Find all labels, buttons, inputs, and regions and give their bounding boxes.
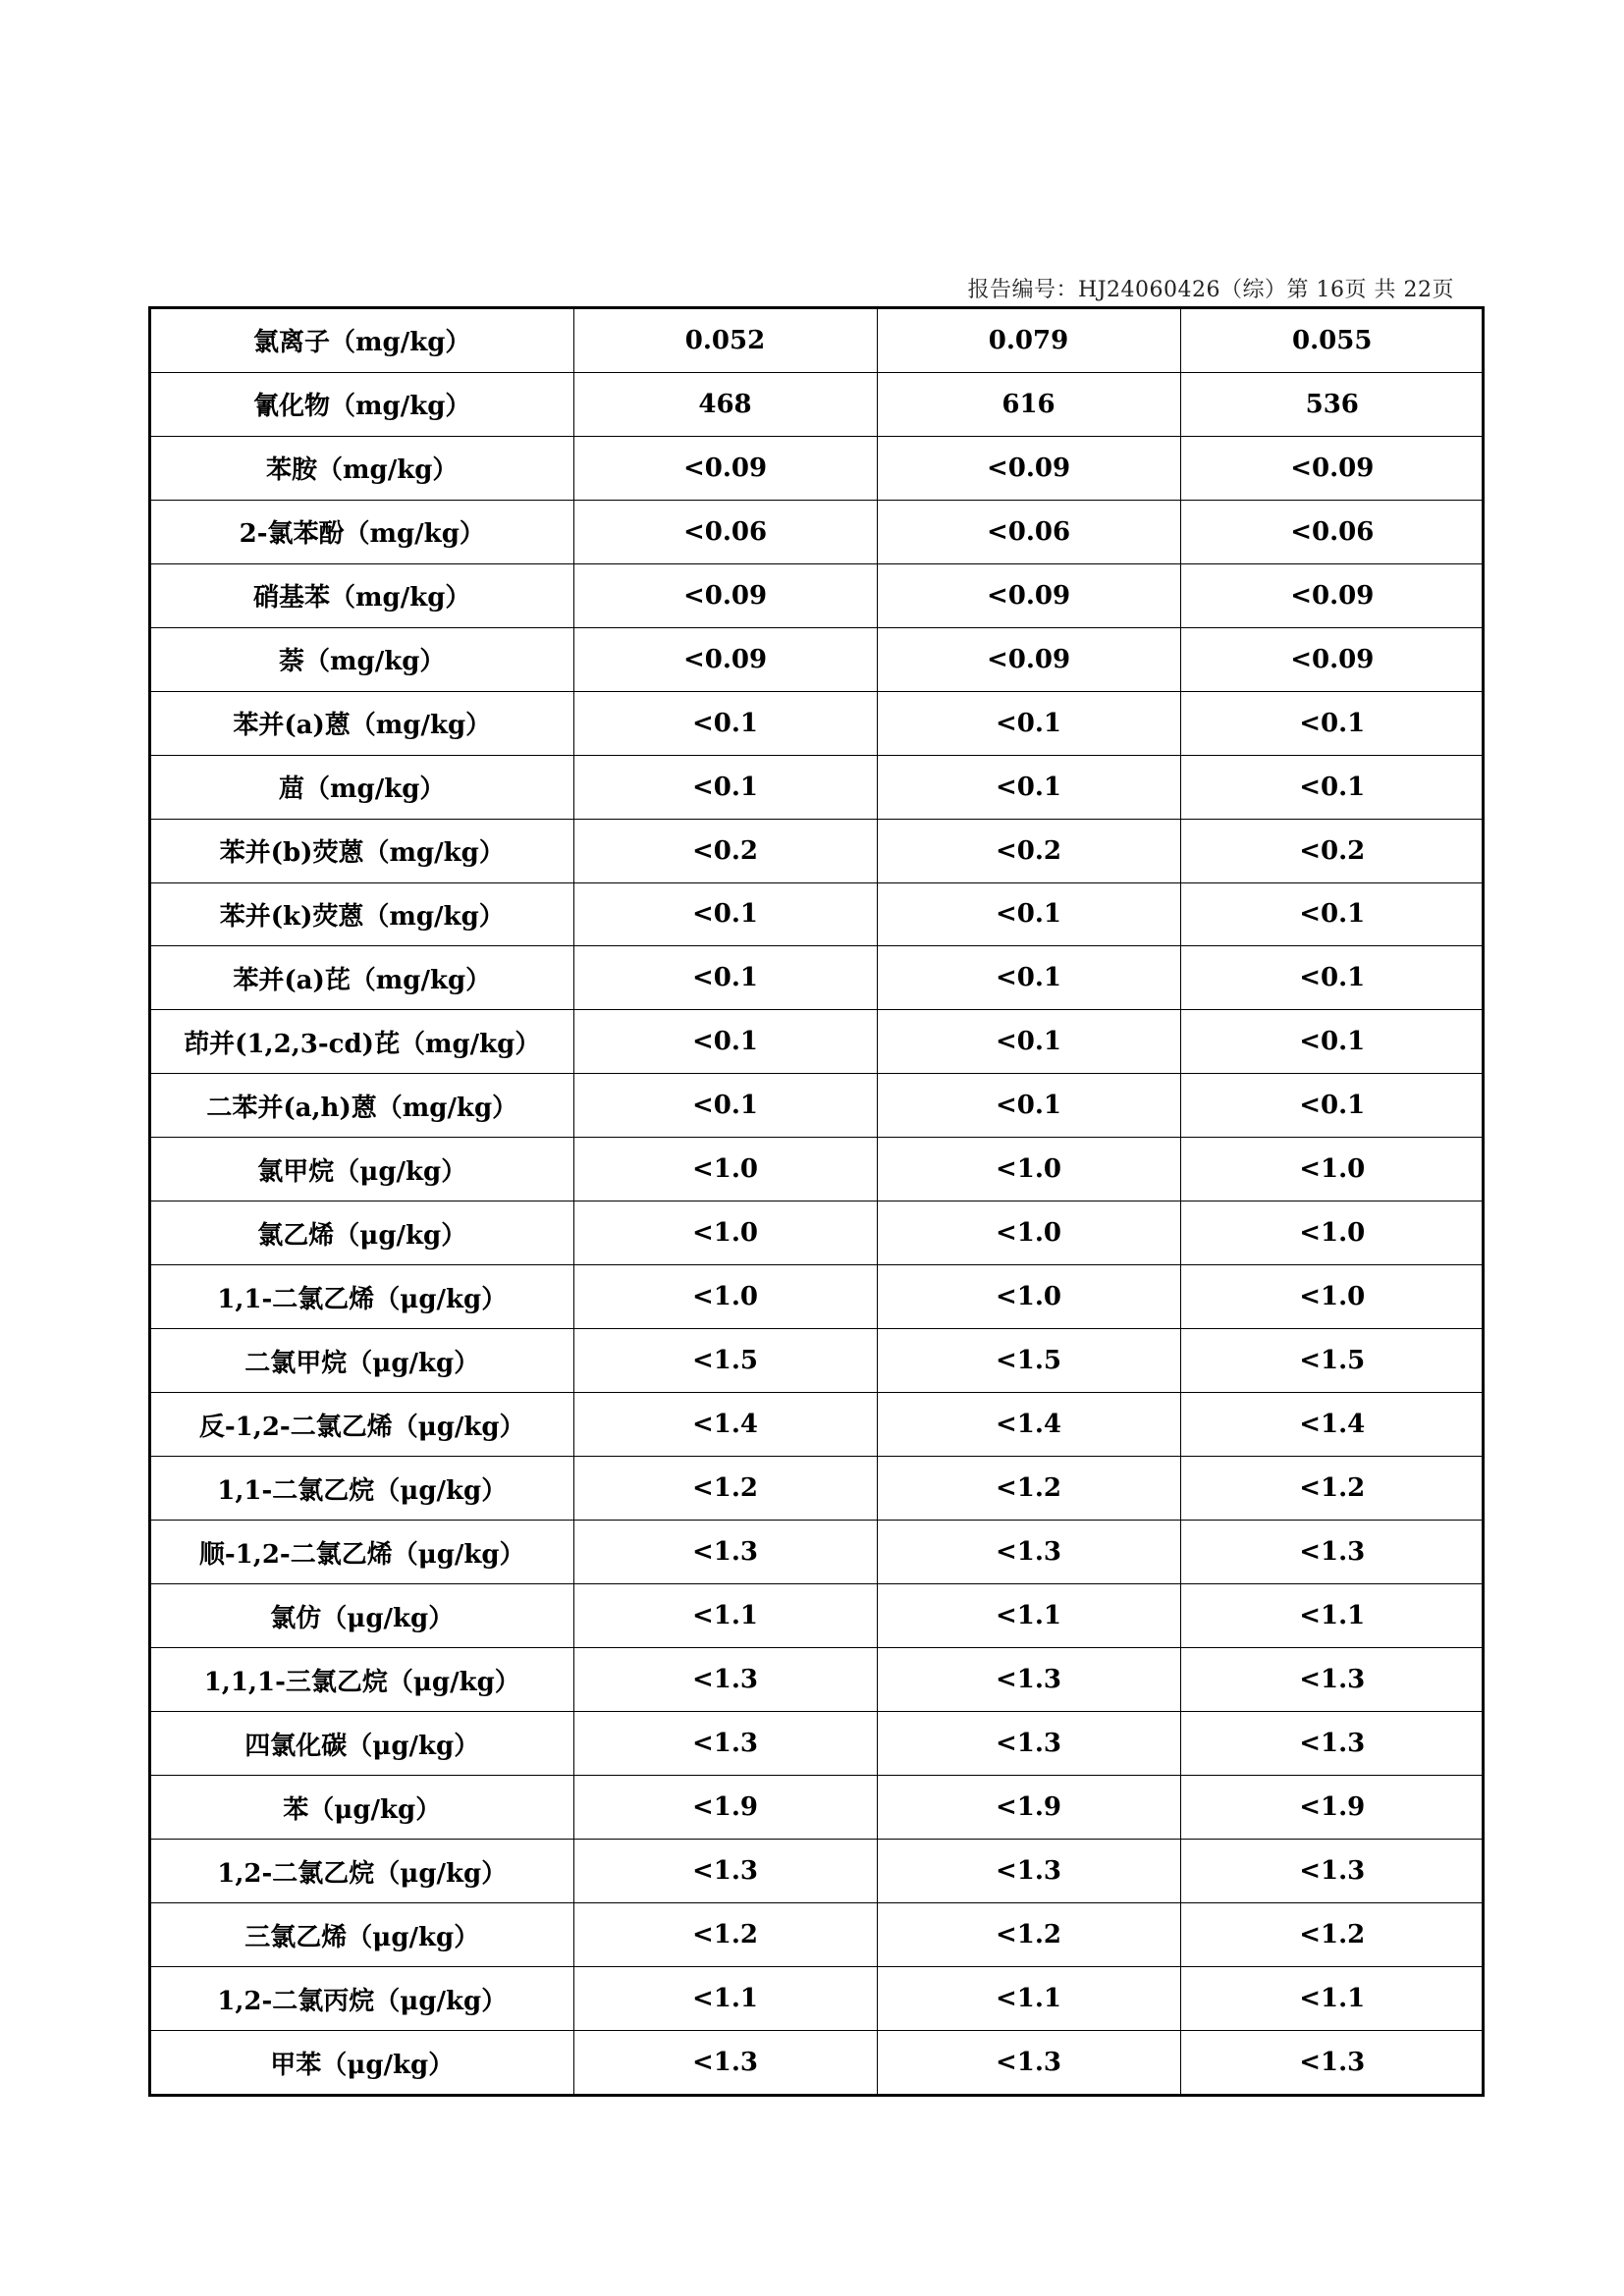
sample-3-value-cell: <0.09	[1180, 563, 1484, 627]
sample-3-value-cell: <0.06	[1180, 500, 1484, 563]
analyte-name-cell: 䓛（mg/kg）	[151, 755, 573, 819]
table-row	[151, 500, 1484, 563]
sample-3-value-cell: 536	[1180, 372, 1484, 436]
sample-1-value-cell: <1.1	[573, 1967, 877, 2031]
table-row	[151, 1329, 1484, 1393]
sample-2-value-cell: 616	[877, 372, 1180, 436]
sample-1-value-cell: <1.5	[573, 1329, 877, 1393]
analyte-name-cell: 苯并(b)荧蒽（mg/kg）	[151, 819, 573, 882]
sample-2-value-cell: <1.3	[877, 1840, 1180, 1903]
analyte-name-cell: 1,2-二氯丙烷（μg/kg）	[151, 1967, 573, 2031]
sample-2-value-cell: <1.1	[877, 1967, 1180, 2031]
sample-3-value-cell: <0.2	[1180, 819, 1484, 882]
sample-1-value-cell: <0.1	[573, 882, 877, 946]
table-row	[151, 1074, 1484, 1138]
sample-3-value-cell: <1.0	[1180, 1265, 1484, 1329]
analyte-name-cell: 二苯并(a,h)蒽（mg/kg）	[151, 1074, 573, 1138]
analyte-name-cell: 苯并(a)芘（mg/kg）	[151, 946, 573, 1010]
sample-2-value-cell: <0.09	[877, 563, 1180, 627]
analyte-name-cell: 氯仿（μg/kg）	[151, 1584, 573, 1648]
sample-3-value-cell: <1.2	[1180, 1457, 1484, 1521]
sample-1-value-cell: <0.09	[573, 563, 877, 627]
sample-2-value-cell: <0.06	[877, 500, 1180, 563]
sample-2-value-cell: <1.3	[877, 1712, 1180, 1776]
sample-2-value-cell: <1.5	[877, 1329, 1180, 1393]
sample-3-value-cell: 0.055	[1180, 309, 1484, 372]
sample-1-value-cell: <1.2	[573, 1457, 877, 1521]
analyte-name-cell: 2-氯苯酚（mg/kg）	[151, 500, 573, 563]
table-row	[151, 882, 1484, 946]
sample-1-value-cell: 468	[573, 372, 877, 436]
analyte-name-cell: 1,1-二氯乙烷（μg/kg）	[151, 1457, 573, 1521]
sample-3-value-cell: <1.2	[1180, 1903, 1484, 1967]
table-row	[151, 436, 1484, 500]
sample-1-value-cell: <1.3	[573, 1521, 877, 1584]
analyte-name-cell: 苯并(a)蒽（mg/kg）	[151, 691, 573, 755]
table-row	[151, 1457, 1484, 1521]
sample-2-value-cell: 0.079	[877, 309, 1180, 372]
table-row	[151, 372, 1484, 436]
analyte-name-cell: 硝基苯（mg/kg）	[151, 563, 573, 627]
table-row	[151, 309, 1484, 372]
table-row	[151, 819, 1484, 882]
sample-1-value-cell: <1.0	[573, 1138, 877, 1201]
sample-1-value-cell: <0.1	[573, 1074, 877, 1138]
analyte-name-cell: 氯离子（mg/kg）	[151, 309, 573, 372]
sample-1-value-cell: <1.1	[573, 1584, 877, 1648]
sample-3-value-cell: <1.4	[1180, 1393, 1484, 1457]
sample-2-value-cell: <0.1	[877, 882, 1180, 946]
sample-2-value-cell: <0.1	[877, 946, 1180, 1010]
table-row	[151, 1648, 1484, 1712]
sample-2-value-cell: <0.2	[877, 819, 1180, 882]
sample-1-value-cell: <1.3	[573, 1712, 877, 1776]
analyte-name-cell: 萘（mg/kg）	[151, 627, 573, 691]
table-row	[151, 1967, 1484, 2031]
sample-1-value-cell: <1.2	[573, 1903, 877, 1967]
sample-3-value-cell: <0.1	[1180, 882, 1484, 946]
table-row	[151, 1903, 1484, 1967]
analyte-name-cell: 顺-1,2-二氯乙烯（μg/kg）	[151, 1521, 573, 1584]
sample-3-value-cell: <0.09	[1180, 436, 1484, 500]
analyte-name-cell: 苯（μg/kg）	[151, 1776, 573, 1840]
sample-2-value-cell: <1.2	[877, 1903, 1180, 1967]
sample-3-value-cell: <1.3	[1180, 1840, 1484, 1903]
sample-1-value-cell: 0.052	[573, 309, 877, 372]
sample-3-value-cell: <1.9	[1180, 1776, 1484, 1840]
table-row	[151, 1584, 1484, 1648]
table-row	[151, 1265, 1484, 1329]
sample-1-value-cell: <0.1	[573, 1010, 877, 1074]
sample-1-value-cell: <1.3	[573, 1840, 877, 1903]
table-row	[151, 2031, 1484, 2094]
table-row	[151, 1776, 1484, 1840]
analyte-name-cell: 反-1,2-二氯乙烯（μg/kg）	[151, 1393, 573, 1457]
results-table-grid	[151, 309, 1484, 2094]
analyte-name-cell: 苯胺（mg/kg）	[151, 436, 573, 500]
analyte-name-cell: 1,1-二氯乙烯（μg/kg）	[151, 1265, 573, 1329]
table-row	[151, 755, 1484, 819]
table-row	[151, 1201, 1484, 1265]
sample-3-value-cell: <0.1	[1180, 1010, 1484, 1074]
sample-3-value-cell: <1.0	[1180, 1138, 1484, 1201]
table-row	[151, 1010, 1484, 1074]
sample-1-value-cell: <0.09	[573, 436, 877, 500]
sample-3-value-cell: <0.1	[1180, 946, 1484, 1010]
sample-2-value-cell: <0.1	[877, 755, 1180, 819]
sample-1-value-cell: <0.06	[573, 500, 877, 563]
sample-3-value-cell: <1.3	[1180, 1712, 1484, 1776]
analyte-name-cell: 氯甲烷（μg/kg）	[151, 1138, 573, 1201]
sample-2-value-cell: <1.3	[877, 1521, 1180, 1584]
sample-2-value-cell: <0.1	[877, 1074, 1180, 1138]
analyte-name-cell: 甲苯（μg/kg）	[151, 2031, 573, 2094]
sample-3-value-cell: <1.1	[1180, 1584, 1484, 1648]
sample-2-value-cell: <0.1	[877, 1010, 1180, 1074]
analyte-name-cell: 三氯乙烯（μg/kg）	[151, 1903, 573, 1967]
sample-2-value-cell: <1.3	[877, 1648, 1180, 1712]
report-number-header: 报告编号：HJ24060426（综）第 16页 共 22页	[967, 278, 1454, 302]
analyte-name-cell: 氯乙烯（μg/kg）	[151, 1201, 573, 1265]
table-row	[151, 691, 1484, 755]
table-row	[151, 1138, 1484, 1201]
analyte-name-cell: 氰化物（mg/kg）	[151, 372, 573, 436]
table-row	[151, 1521, 1484, 1584]
sample-1-value-cell: <0.09	[573, 627, 877, 691]
analyte-name-cell: 1,2-二氯乙烷（μg/kg）	[151, 1840, 573, 1903]
sample-1-value-cell: <1.3	[573, 2031, 877, 2094]
sample-2-value-cell: <1.0	[877, 1201, 1180, 1265]
sample-3-value-cell: <1.0	[1180, 1201, 1484, 1265]
sample-3-value-cell: <0.1	[1180, 691, 1484, 755]
sample-3-value-cell: <1.3	[1180, 1648, 1484, 1712]
sample-3-value-cell: <0.09	[1180, 627, 1484, 691]
table-row	[151, 946, 1484, 1010]
sample-3-value-cell: <1.3	[1180, 1521, 1484, 1584]
sample-2-value-cell: <0.09	[877, 436, 1180, 500]
sample-1-value-cell: <1.9	[573, 1776, 877, 1840]
sample-1-value-cell: <0.2	[573, 819, 877, 882]
table-row	[151, 1712, 1484, 1776]
table-row	[151, 563, 1484, 627]
sample-3-value-cell: <1.3	[1180, 2031, 1484, 2094]
analyte-name-cell: 苯并(k)荧蒽（mg/kg）	[151, 882, 573, 946]
sample-3-value-cell: <0.1	[1180, 1074, 1484, 1138]
sample-1-value-cell: <1.4	[573, 1393, 877, 1457]
results-table	[148, 306, 1485, 2097]
sample-2-value-cell: <0.09	[877, 627, 1180, 691]
sample-1-value-cell: <1.3	[573, 1648, 877, 1712]
sample-2-value-cell: <1.3	[877, 2031, 1180, 2094]
sample-2-value-cell: <1.4	[877, 1393, 1180, 1457]
sample-3-value-cell: <1.5	[1180, 1329, 1484, 1393]
sample-3-value-cell: <0.1	[1180, 755, 1484, 819]
analyte-name-cell: 二氯甲烷（μg/kg）	[151, 1329, 573, 1393]
results-table-body	[151, 309, 1484, 2094]
analyte-name-cell: 1,1,1-三氯乙烷（μg/kg）	[151, 1648, 573, 1712]
sample-2-value-cell: <1.1	[877, 1584, 1180, 1648]
sample-2-value-cell: <0.1	[877, 691, 1180, 755]
analyte-name-cell: 四氯化碳（μg/kg）	[151, 1712, 573, 1776]
analyte-name-cell: 茚并(1,2,3-cd)芘（mg/kg）	[151, 1010, 573, 1074]
table-row	[151, 627, 1484, 691]
sample-1-value-cell: <1.0	[573, 1265, 877, 1329]
sample-1-value-cell: <0.1	[573, 946, 877, 1010]
sample-1-value-cell: <1.0	[573, 1201, 877, 1265]
sample-2-value-cell: <1.0	[877, 1138, 1180, 1201]
table-row	[151, 1840, 1484, 1903]
sample-2-value-cell: <1.0	[877, 1265, 1180, 1329]
sample-3-value-cell: <1.1	[1180, 1967, 1484, 2031]
sample-1-value-cell: <0.1	[573, 691, 877, 755]
sample-2-value-cell: <1.9	[877, 1776, 1180, 1840]
sample-1-value-cell: <0.1	[573, 755, 877, 819]
sample-2-value-cell: <1.2	[877, 1457, 1180, 1521]
table-row	[151, 1393, 1484, 1457]
